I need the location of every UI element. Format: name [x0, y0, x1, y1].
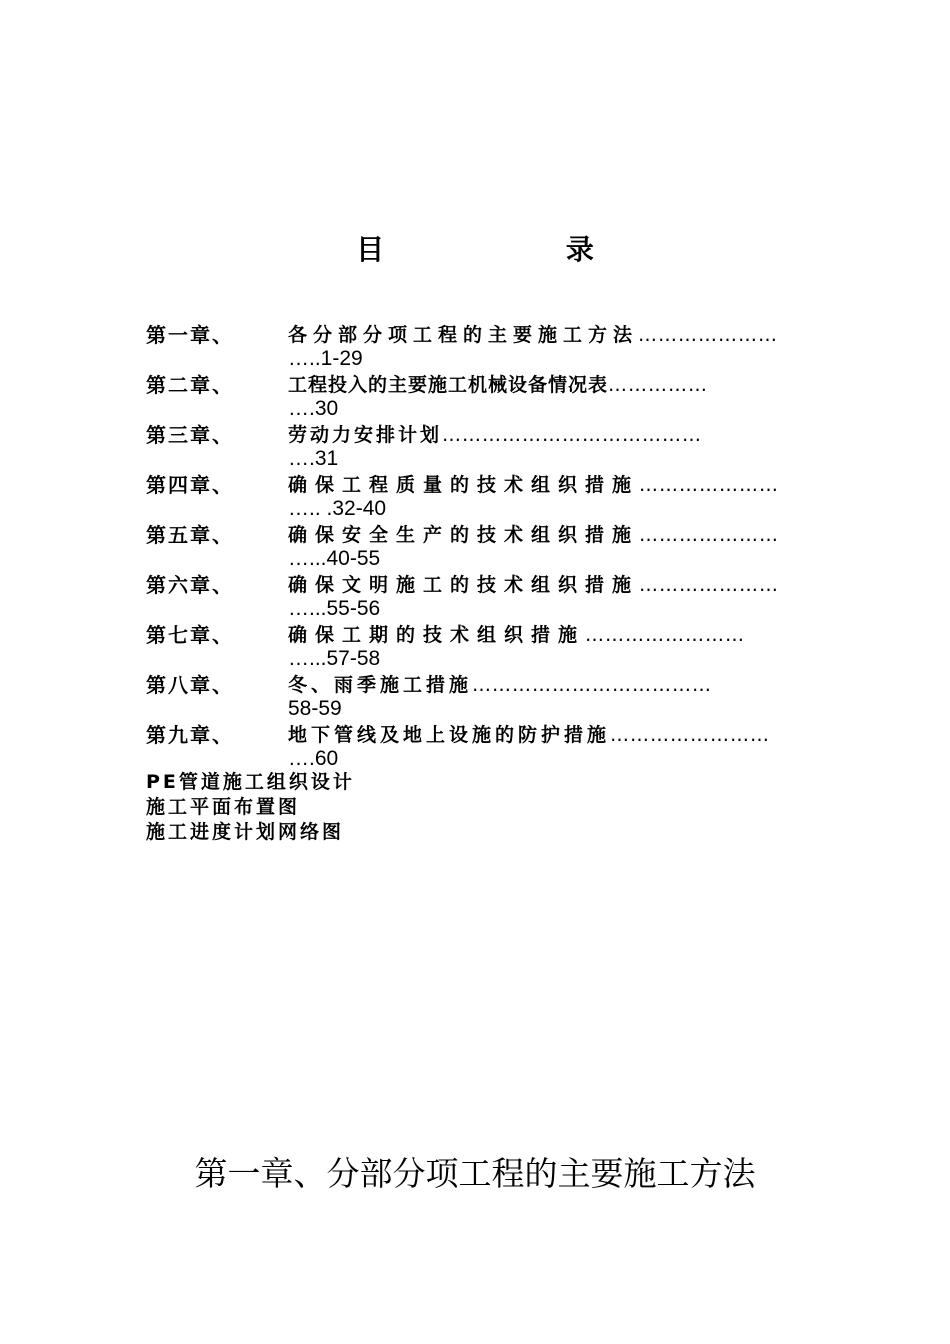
- toc-entry[interactable]: [146, 522, 806, 572]
- entry-title: [288, 722, 806, 748]
- entry-title-text: 各分部分项工程的主要施工方法: [288, 324, 639, 346]
- extra-toc-item[interactable]: 施工平面布置图: [146, 796, 301, 818]
- toc-title: 目 录: [356, 233, 680, 266]
- chapter-label: 第七章、: [146, 623, 234, 647]
- extra-toc-list: [146, 770, 355, 845]
- entry-pages: …..1-29: [288, 347, 363, 370]
- entry-pages: …...57-58: [288, 647, 381, 670]
- entry-title-text: 确保工程质量的技术组织措施: [288, 474, 640, 496]
- entry-title-text: 地下管线及地上设施的防护措施: [288, 724, 611, 746]
- entry-title-text: 确保文明施工的技术组织措施: [288, 574, 640, 596]
- chapter-label: 第一章、: [146, 323, 234, 347]
- entry-pages: 58-59: [288, 697, 342, 720]
- toc-list: [146, 322, 806, 772]
- toc-entry[interactable]: [146, 422, 806, 472]
- entry-pages: ….. .32-40: [288, 497, 387, 520]
- section-heading: 第一章、分部分项工程的主要施工方法: [194, 1154, 756, 1193]
- leader-dots: …………………: [639, 474, 780, 496]
- leader-dots: …………………: [639, 524, 780, 546]
- toc-entry[interactable]: [146, 672, 806, 722]
- extra-toc-item[interactable]: 施工进度计划网络图: [146, 821, 345, 843]
- leader-dots: …………………: [638, 324, 779, 346]
- entry-title: [288, 422, 806, 448]
- entry-title: [288, 522, 806, 548]
- toc-entry[interactable]: [146, 372, 806, 422]
- entry-title: [288, 672, 806, 698]
- entry-title-text: 冬、雨季施工措施: [288, 674, 473, 696]
- entry-title: [288, 572, 806, 598]
- chapter-label: 第九章、: [146, 723, 234, 747]
- chapter-label: 第八章、: [146, 673, 234, 697]
- extra-toc-item[interactable]: PE管道施工组织设计: [146, 771, 355, 793]
- entry-pages: ….31: [288, 447, 339, 470]
- entry-title-text: 确保工期的技术组织措施: [288, 624, 586, 646]
- toc-entry[interactable]: [146, 322, 806, 372]
- leader-dots: ……………………: [610, 724, 771, 746]
- toc-entry[interactable]: [146, 622, 806, 672]
- entry-title-text: 工程投入的主要施工机械设备情况表: [288, 374, 609, 396]
- leader-dots: …………………: [639, 574, 780, 596]
- chapter-label: 第六章、: [146, 573, 234, 597]
- toc-entry[interactable]: [146, 572, 806, 622]
- entry-title: [288, 372, 806, 398]
- leader-dots: ………………………………: [472, 674, 713, 696]
- entry-title: [288, 472, 806, 498]
- chapter-label: 第五章、: [146, 523, 234, 547]
- entry-pages: …...40-55: [288, 547, 381, 570]
- leader-dots: ……………………: [585, 624, 746, 646]
- toc-entry[interactable]: [146, 722, 806, 772]
- entry-title: [288, 622, 806, 648]
- entry-pages: ….30: [288, 397, 339, 420]
- leader-dots: ……………: [608, 374, 709, 396]
- entry-title-text: 确保安全生产的技术组织措施: [288, 524, 640, 546]
- chapter-label: 第三章、: [146, 423, 234, 447]
- chapter-label: 第四章、: [146, 473, 234, 497]
- leader-dots: …………………………………: [442, 424, 703, 446]
- entry-title: [288, 322, 806, 348]
- entry-pages: ….60: [288, 747, 339, 770]
- toc-entry[interactable]: [146, 472, 806, 522]
- entry-pages: …...55-56: [288, 597, 381, 620]
- entry-title-text: 劳动力安排计划: [288, 424, 443, 446]
- chapter-label: 第二章、: [146, 373, 234, 397]
